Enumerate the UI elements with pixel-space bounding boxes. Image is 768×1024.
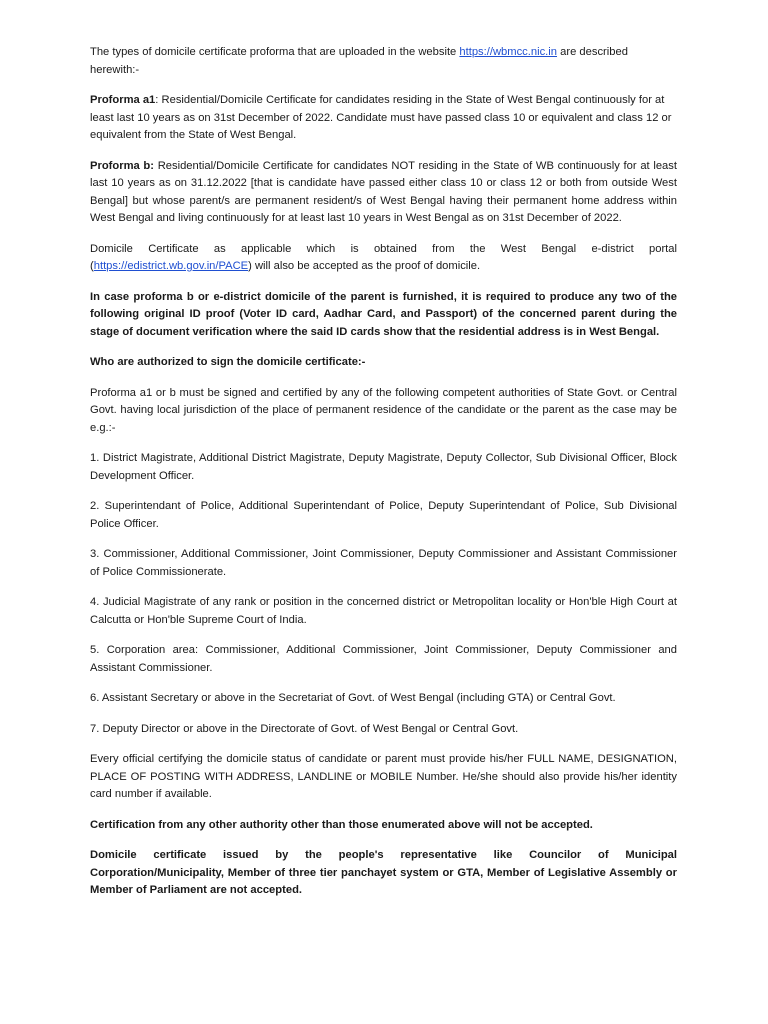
authority-item-7: 7. Deputy Director or above in the Directorate of Govt. of West Bengal or Central Govt. bbox=[90, 722, 519, 735]
edistrict-paragraph bbox=[90, 241, 677, 276]
edistrict-text: Domicile Certificate as applicable which is obtained from the West Bengal e-district portal ( bbox=[90, 242, 677, 272]
authorized-heading: Who are authorized to sign the domicile certificate:- bbox=[90, 356, 366, 368]
document-page bbox=[90, 44, 677, 913]
proforma-a1-label: Proforma a1 bbox=[90, 94, 156, 106]
authority-item-6: 6. Assistant Secretary or above in the Secretariat of Govt. of West Bengal (including GTA) or Central Govt. bbox=[90, 692, 616, 704]
parent-id-note: In case proforma b or e-district domicile of the parent is furnished, it is required to produce any two of the following original ID proof (Voter ID card, Aadhar Card, and Passport) of the concerned parent during the stage of document verification where the said ID cards show that the residential address is in West Bengal. bbox=[90, 290, 677, 338]
intro-paragraph bbox=[90, 44, 677, 79]
intro-text: The types of domicile certificate proforma that are uploaded in the website bbox=[90, 46, 460, 58]
representative-note: Domicile certificate issued by the people's representative like Councilor of Municipal Corporation/Municipality, Member of three tier panchayet system or GTA, Member of Legislative Assembly or Member of Parliament are not accepted. bbox=[90, 849, 677, 896]
proforma-a1-paragraph bbox=[90, 92, 677, 145]
authority-item-4: 4. Judicial Magistrate of any rank or position in the concerned district or Metropolitan locality or Hon'ble High Court at Calcutta or Hon'ble Supreme Court of India. bbox=[90, 596, 677, 626]
other-authority-note: Certification from any other authority other than those enumerated above will not be accepted. bbox=[90, 818, 593, 831]
edistrict-link[interactable]: https://edistrict.wb.gov.in/PACE bbox=[93, 260, 249, 272]
proforma-b-label: Proforma b: bbox=[90, 159, 154, 172]
authority-item-2: 2. Superintendant of Police, Additional Superintendant of Police, Deputy Superintendant of Police, Sub Divisional Police Officer. bbox=[90, 500, 677, 530]
proforma-a1-text: : Residential/Domicile Certificate for candidates residing in the State of West Bengal continuously for at least last 10 years as on 31st December of 2022. Candidate must have passed class 10 or equivalent and class 12 or equivalent from the State of West Bengal. bbox=[90, 94, 672, 141]
proforma-b-paragraph bbox=[90, 158, 677, 228]
intro-text-end: are described herewith:- bbox=[90, 46, 628, 76]
proforma-b-text: Residential/Domicile Certificate for candidates NOT residing in the State of WB continuously for at least last 10 years as on 31.12.2022 [that is candidate have passed either class 10 or class 12 or both from outside West Bengal] but whose parent/s are permanent resident/s of West Bengal having their permanent home address within West Bengal and living continuously for at least last 10 years in West Bengal as on 31st December of 2022. bbox=[90, 159, 677, 224]
authorized-intro: Proforma a1 or b must be signed and certified by any of the following competent authorities of State Govt. or Central Govt. having local jurisdiction of the place of permanent residence of the candidate or the parent as the case may be e.g.:- bbox=[90, 386, 677, 434]
wbmcc-link[interactable]: https://wbmcc.nic.in bbox=[459, 46, 558, 58]
official-details-note: Every official certifying the domicile status of candidate or parent must provide his/her FULL NAME, DESIGNATION, PLACE OF POSTING WITH ADDRESS, LANDLINE or MOBILE Number. He/she should also provide his/her identity card number if available. bbox=[90, 753, 677, 800]
edistrict-text-end: ) will also be accepted as the proof of domicile. bbox=[248, 260, 481, 272]
authority-item-1: 1. District Magistrate, Additional District Magistrate, Deputy Magistrate, Deputy Collector, Sub Divisional Officer, Block Development Officer. bbox=[90, 452, 677, 482]
authority-item-5: 5. Corporation area: Commissioner, Additional Commissioner, Joint Commissioner, Deputy Commissioner and Assistant Commissioner. bbox=[90, 644, 677, 674]
authority-item-3: 3. Commissioner, Additional Commissioner, Joint Commissioner, Deputy Commissioner and Assistant Commissioner of Police Commissionerate. bbox=[90, 548, 677, 578]
